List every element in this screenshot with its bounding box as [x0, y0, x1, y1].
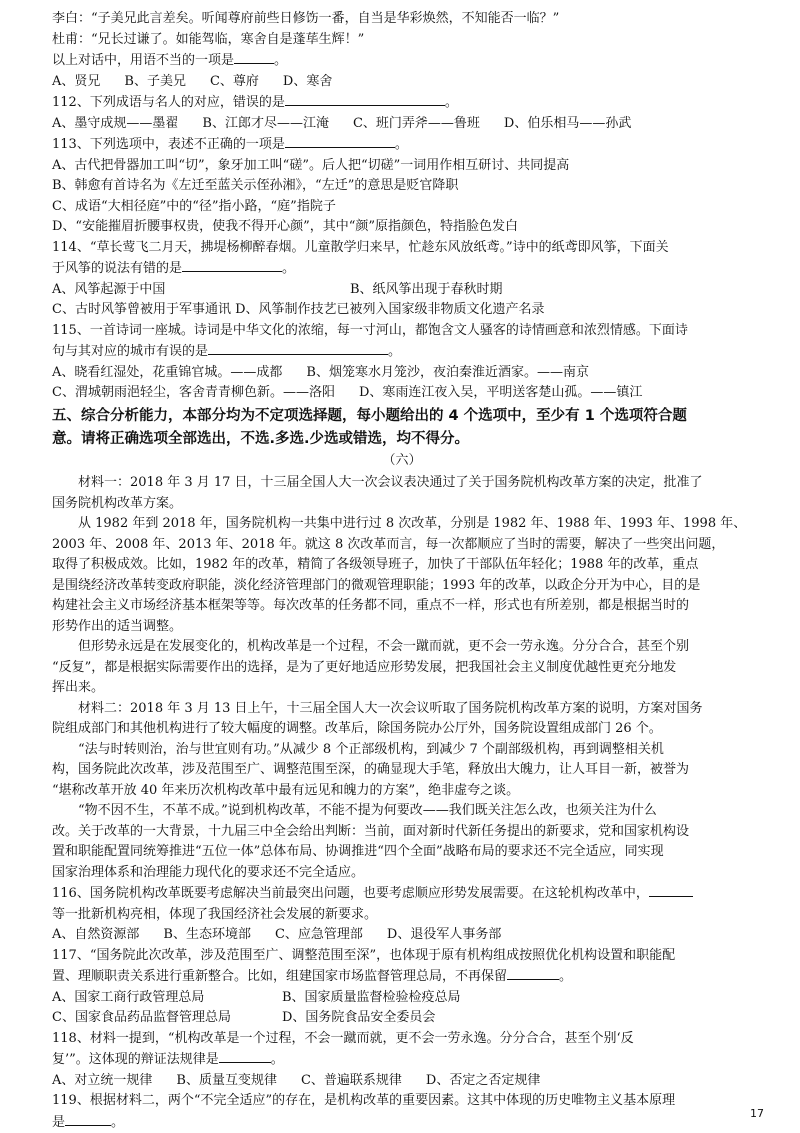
- option-c: C、普遍联系规律: [301, 1071, 402, 1092]
- q114-stem-text: 于风筝的说法有错的是: [52, 261, 182, 276]
- option-b: B、子美兄: [124, 72, 186, 93]
- material-1-para2-line6: 形势作出的适当调整。: [52, 617, 752, 638]
- option-d: D、否定之否定规律: [426, 1071, 540, 1092]
- page-content: [52, 9, 752, 1133]
- option-b: B、质量互变规律: [176, 1071, 277, 1092]
- q116-stem-line1: [52, 883, 752, 905]
- material-1-para2-line1: 从 1982 年到 2018 年，国务院机构一共集中进行过 8 次改革，分别是 1982 年、1988 年、1993 年、1998 年、: [52, 514, 752, 535]
- material-1-para3-line1: 但形势永远是在发展变化的，机构改革是一个过程，不会一蹴而就，更不会一劳永逸。分分合合，甚至个别: [52, 637, 752, 658]
- material-2-para3-line2: 改。关于改革的一大背景，十九届三中全会给出判断：当前，面对新时代新任务提出的新要求，党和国家机构设: [52, 822, 752, 843]
- stem-end: 。: [445, 95, 458, 110]
- option-a: A、对立统一规律: [52, 1071, 152, 1092]
- q113-option-b: B、韩愈有首诗名为《左迁至蓝关示侄孙湘》，“左迁”的意思是贬官降职: [52, 176, 752, 197]
- stem-end: 。: [274, 53, 287, 68]
- answer-blank: [65, 1112, 111, 1126]
- q113-stem: [52, 134, 752, 156]
- q118-options: [52, 1071, 752, 1092]
- material-1-para3-line2: “反复”，都是根据实际需要作出的选择，是为了更好地适应形势发展，把我国社会主义制度优越性更充分地发: [52, 658, 752, 679]
- option-d: D、退役军人事务部: [387, 925, 501, 946]
- q114-options-ab: [52, 280, 752, 301]
- q115-stem-text: 句与其对应的城市有误的是: [52, 344, 208, 359]
- q118-stem-line2: [52, 1049, 752, 1071]
- material-2-para2-line3: “堪称改革开放 40 年来历次机构改革中最有远见和魄力的方案”，绝非虚夸之谈。: [52, 781, 752, 802]
- material-1-para1-line1: 材料一：2018 年 3 月 17 日，十三届全国人大一次会议表决通过了关于国务院机构改革方案的决定，批准了: [52, 473, 752, 494]
- answer-blank: [507, 966, 559, 980]
- section-heading-line2: 意。请将正确选项全部选出，不选.多选.少选或错选，均不得分。: [52, 428, 752, 450]
- q117-stem-line2: [52, 966, 752, 988]
- q117-options-ab: [52, 988, 752, 1009]
- q116-stem-text: 116、国务院机构改革既要考虑解决当前最突出问题，也要考虑顺应形势发展需要。在这轮机构改革中，: [52, 886, 649, 901]
- option-d: D、寒舍: [283, 72, 332, 93]
- q117-stem-line1: 117、“国务院此次改革，涉及范围至广、调整范围至深”，也体现于原有机构组成按照优化机构设置和职能配: [52, 946, 752, 967]
- material-2-para2-line2: 构，国务院此次改革，涉及范围至广、调整范围至深，的确显现大手笔，释放出大魄力，让人耳目一新，被誉为: [52, 760, 752, 781]
- option-a: A、风筝起源于中国: [52, 280, 350, 301]
- q117-options-cd: [52, 1008, 752, 1029]
- q118-stem-text: 复’”。这体现的辩证法规律是: [52, 1052, 219, 1067]
- q112-options: [52, 114, 752, 135]
- q114-stem-line1: 114、“草长莺飞二月天，拂堤杨柳醉春烟。儿童散学归来早，忙趁东风放纸鸢。”诗中的纸鸢即风筝，下面关: [52, 238, 752, 259]
- option-b: B、国家质量监督检验检疫总局: [282, 988, 461, 1009]
- q119-stem-line1: 119、根据材料二，两个“不完全适应”的存在，是机构改革的重要因素。这其中体现的历史唯物主义基本原理: [52, 1091, 752, 1112]
- q113-option-a: A、古代把骨器加工叫“切”，象牙加工叫“磋”。后人把“切磋”一词用作相互研讨、共同提高: [52, 156, 752, 177]
- stem-end: 。: [111, 1115, 124, 1130]
- dialogue-li-bai: 李白：“子美兄此言差矣。听闻尊府前些日修饬一番，自当是华彩焕然，不知能否一临？”: [52, 9, 752, 30]
- option-a: A、国家工商行政管理总局: [52, 988, 282, 1009]
- q114-stem-line2: [52, 258, 752, 280]
- q117-stem-text: 置、理顺职责关系进行重新整合。比如，组建国家市场监督管理总局，不再保留: [52, 969, 507, 984]
- material-1-para2-line3: 取得了积极成效。比如，1982 年的改革，精简了各级领导班子，加快了干部队伍年轻化；1988 年的改革，重点: [52, 555, 752, 576]
- q115-stem-line2: [52, 341, 752, 363]
- q115-stem-line1: 115、一首诗词一座城。诗词是中华文化的浓缩，每一寸河山，都饱含文人骚客的诗情画意和浓烈情感。下面诗: [52, 321, 752, 342]
- stem-end: 。: [282, 261, 295, 276]
- option-a: A、自然资源部: [52, 925, 139, 946]
- q116-stem-line2: 等一批新机构亮相，体现了我国经济社会发展的新要求。: [52, 905, 752, 926]
- option-a: A、晓看红湿处，花重锦官城。——成都: [52, 363, 282, 384]
- q114-options-cd: C、古时风筝曾被用于军事通讯 D、风筝制作技艺已被列入国家级非物质文化遗产名录: [52, 300, 752, 321]
- material-2-para2-line1: “法与时转则治，治与世宜则有功。”从减少 8 个正部级机构，到减少 7 个副部级机构，再到调整相关机: [52, 740, 752, 761]
- option-c: C、班门弄斧——鲁班: [353, 114, 480, 135]
- option-b: B、纸风筝出现于春秋时期: [350, 280, 503, 301]
- material-1-para1-line2: 国务院机构改革方案。: [52, 494, 752, 515]
- option-c: C、国家食品药品监督管理总局: [52, 1008, 282, 1029]
- q113-option-c: C、成语“大相径庭”中的“径”指小路，“庭”指院子: [52, 197, 752, 218]
- option-d: D、寒雨连江夜入吴，平明送客楚山孤。——镇江: [359, 383, 642, 404]
- q113-option-d: D、“安能摧眉折腰事权贵，使我不得开心颜”，其中“颜”原指颜色，特指脸色发白: [52, 217, 752, 238]
- q112-stem: [52, 92, 752, 114]
- q115-options-ab: [52, 363, 752, 384]
- material-2-para3-line1: “物不因不生，不革不成。”说到机构改革，不能不提为何要改——我们既关注怎么改，也须关注为什么: [52, 801, 752, 822]
- q112-stem-text: 112、下列成语与名人的对应，错误的是: [52, 95, 285, 110]
- stem-end: 。: [388, 344, 401, 359]
- page-number: 17: [750, 1104, 764, 1125]
- q111-options: [52, 72, 752, 93]
- answer-blank: [208, 341, 388, 355]
- material-1-para2-line2: 2003 年、2008 年、2013 年、2018 年。就这 8 次改革而言，每一次都顺应了当时的需要，解决了一些突出问题，: [52, 535, 752, 556]
- option-b: B、烟笼寒水月笼沙，夜泊秦淮近酒家。——南京: [306, 363, 589, 384]
- stem-end: 。: [395, 137, 408, 152]
- material-1-para2-line5: 构建社会主义市场经济基本框架等等。每次改革的任务都不同，重点不一样，形式也有所差别，都是根据当时的: [52, 596, 752, 617]
- answer-blank: [182, 258, 282, 272]
- part-title: （六）: [52, 451, 752, 472]
- stem-end: 。: [559, 969, 572, 984]
- answer-blank: [649, 883, 693, 897]
- q113-stem-text: 113、下列选项中，表述不正确的一项是: [52, 137, 285, 152]
- option-d: D、国务院食品安全委员会: [282, 1008, 435, 1029]
- material-1-para2-line4: 是围绕经济改革转变政府职能，淡化经济管理部门的微观管理职能；1993 年的改革，以政企分开为中心，目的是: [52, 576, 752, 597]
- answer-blank: [285, 134, 395, 148]
- material-2-para1-line2: 院组成部门和其他机构进行了较大幅度的调整。改革后，除国务院办公厅外，国务院设置组成部门 26 个。: [52, 719, 752, 740]
- dialogue-du-fu: 杜甫：“兄长过谦了。如能驾临，寒舍自是蓬荜生辉！”: [52, 30, 752, 51]
- q116-options: [52, 925, 752, 946]
- option-a: A、墨守成规——墨翟: [52, 114, 178, 135]
- option-a: A、贤兄: [52, 72, 100, 93]
- option-c: C、渭城朝雨浥轻尘，客舍青青柳色新。——洛阳: [52, 383, 335, 404]
- answer-blank: [285, 92, 445, 106]
- option-c: C、尊府: [210, 72, 259, 93]
- q119-stem-line2: [52, 1112, 752, 1133]
- option-b: B、生态环境部: [163, 925, 251, 946]
- material-1-para3-line3: 挥出来。: [52, 678, 752, 699]
- q115-options-cd: [52, 383, 752, 404]
- option-c: C、应急管理部: [275, 925, 363, 946]
- q111-stem-text: 以上对话中，用语不当的一项是: [52, 53, 234, 68]
- stem-end: 。: [271, 1052, 284, 1067]
- option-d: D、伯乐相马——孙武: [504, 114, 631, 135]
- q119-stem-text: 是: [52, 1115, 65, 1130]
- section-heading-line1: 五、综合分析能力，本部分均为不定项选择题，每小题给出的 4 个选项中，至少有 1 个选项符合题: [52, 405, 752, 427]
- material-2-para3-line4: 国家治理体系和治理能力现代化的要求还不完全适应。: [52, 863, 752, 884]
- answer-blank: [234, 50, 274, 64]
- q111-stem: [52, 50, 752, 72]
- answer-blank: [219, 1049, 271, 1063]
- q118-stem-line1: 118、材料一提到，“机构改革是一个过程，不会一蹴而就，更不会一劳永逸。分分合合，甚至个别‘反: [52, 1029, 752, 1050]
- material-2-para1-line1: 材料二：2018 年 3 月 13 日上午，十三届全国人大一次会议听取了国务院机构改革方案的说明，方案对国务: [52, 699, 752, 720]
- option-b: B、江郎才尽——江淹: [202, 114, 329, 135]
- material-2-para3-line3: 置和职能配置同统筹推进“五位一体”总体布局、协调推进“四个全面”战略布局的要求还不完全适应，同实现: [52, 842, 752, 863]
